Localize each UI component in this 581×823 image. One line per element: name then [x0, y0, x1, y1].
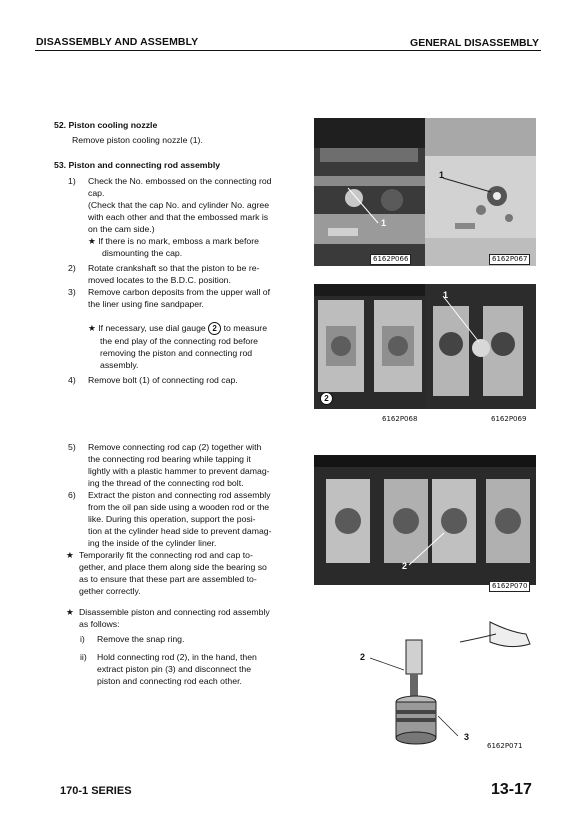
step-1: 1) Check the No. embossed on the connecting rod cap. (Check that the cap No. and cylinder No. agree with each other and that the embossed mark is on the cam side.) ★ If there is no mark, emboss a mark before dismounting the cap.: [68, 176, 272, 258]
step-5: 5) Remove connecting rod cap (2) together with the connecting rod bearing while tapping it lightly with a plastic hammer to prevent damag- ing the thread of the connecting rod bolt.: [68, 442, 270, 488]
figure-caption-p070: 6162P070: [489, 581, 530, 592]
figure-caption-p068: 6162P068: [382, 415, 418, 423]
figure-caption-p069: 6162P069: [491, 415, 527, 423]
step-2: 2) Rotate crankshaft so that the piston to be re- moved locates to the B.D.C. position.: [68, 263, 260, 285]
note-disassemble-piston: ★ Disassemble piston and connecting rod assembly as follows:: [66, 607, 270, 629]
photo-6162p067: [425, 118, 536, 266]
header-rule: [35, 50, 541, 51]
figure-caption-p071: 6162P071: [487, 742, 523, 750]
photo-6162p068: [314, 284, 425, 428]
footer-page-number: 13-17: [491, 781, 532, 798]
photo-6162p070: [314, 447, 536, 597]
section-52-text: Remove piston cooling nozzle (1).: [72, 135, 203, 145]
photo-6162p069: [425, 284, 536, 428]
section-53-title: 53. Piston and connecting rod assembly: [54, 160, 221, 170]
figure-caption-p067: 6162P067: [489, 254, 530, 265]
note-temporarily-fit: ★ Temporarily fit the connecting rod and cap to- gether, and place them along side the bearing so as to ensure that these part are assembled to- gether correctly.: [66, 550, 267, 596]
figure-caption-p066: 6162P066: [370, 254, 411, 265]
photo-callout-2: 2: [320, 392, 333, 405]
sub-step-ii: ii) Hold connecting rod (2), in the hand, then extract piston pin (3) and disconnect the piston and connecting rod each other.: [80, 652, 257, 686]
callout-circle-2: 2: [208, 322, 221, 335]
step-4: 4) Remove bolt (1) of connecting rod cap.: [68, 375, 238, 385]
photo-callout-1b: 1: [439, 170, 445, 180]
drawing-callout-3: 3: [464, 732, 470, 742]
drawing-6162p071: [340, 612, 536, 760]
photo-callout-1: 1: [381, 218, 387, 228]
step-3-note: ★ If necessary, use dial gauge 2 to measure the end play of the connecting rod before removing the piston and connecting rod assembly.: [88, 323, 268, 370]
footer-series: 170-1 SERIES: [60, 785, 132, 797]
sub-step-i: i) Remove the snap ring.: [80, 634, 185, 644]
drawing-callout-2: 2: [360, 652, 366, 662]
section-52-title: 52. Piston cooling nozzle: [54, 120, 158, 130]
photo-callout-2b: 2: [402, 561, 408, 571]
photo-6162p066: [314, 118, 425, 266]
page-header-right: GENERAL DISASSEMBLY: [410, 37, 539, 49]
photo-callout-1c: 1: [443, 290, 449, 300]
page-header-left: DISASSEMBLY AND ASSEMBLY: [36, 36, 199, 48]
step-6: 6) Extract the piston and connecting rod assembly from the oil pan side using a wooden rod or the like. During this operation, support the posi- tion at the cylinder head side to prevent damag- ing the inside of the cylinder liner.: [68, 490, 272, 548]
step-3: 3) Remove carbon deposits from the upper wall of the liner using fine sandpaper.: [68, 287, 271, 309]
